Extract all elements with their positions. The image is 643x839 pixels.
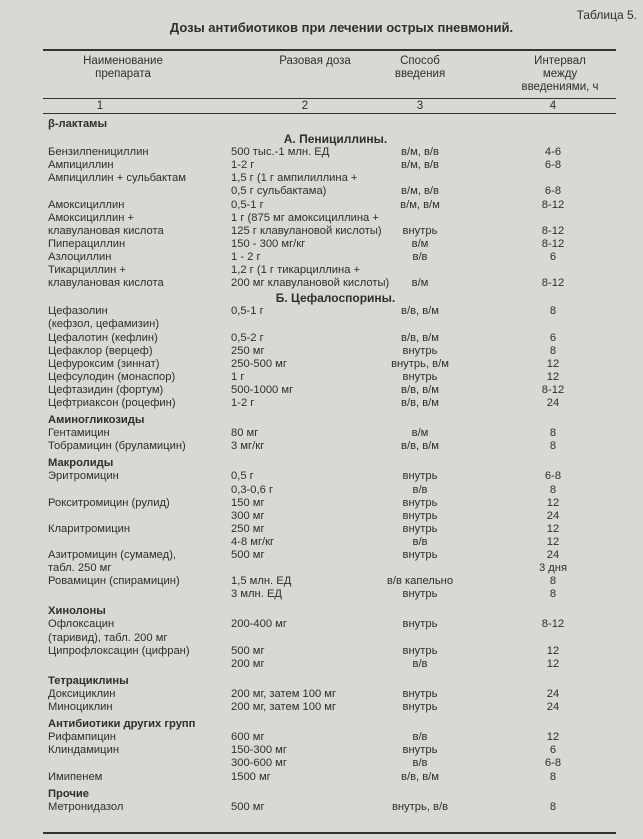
route-cell: внутрь [402,470,438,483]
drug-name-cell: Цефтазидин (фортум) [48,383,164,396]
drug-name-cell: Миноциклин [48,701,113,714]
route-cell: внутрь [402,744,438,757]
header-line: Интервал [534,55,586,67]
group-header [0,118,643,131]
table-row [0,238,643,251]
drug-name-cell: Амоксициллин + [48,211,135,224]
drug-name-cell: Офлоксацин [48,618,115,631]
drug-name-cell: Цефазолин [48,305,108,318]
table-row [0,358,643,371]
interval-cell: 8 [549,575,557,588]
table-row [0,484,643,497]
drug-name-cell: Гентамицин [48,427,110,440]
table-row [0,536,643,549]
header-rule [43,98,616,99]
column-number: 2 [301,100,309,112]
dose-cell: 1500 мг [231,770,271,783]
dose-cell: 125 г клавулановой кислоты) [231,224,382,237]
drug-name-cell: Эритромицин [48,470,119,483]
dose-cell: 250 мг [231,522,265,535]
table-row [0,801,643,814]
dose-cell: 3 мг/кг [231,440,265,453]
route-cell: внутрь [402,344,438,357]
drug-name-cell: Ципрофлоксацин (цифран) [48,644,190,657]
drug-name-cell: (таривид), табл. 200 мг [48,631,168,644]
table-row [0,588,643,601]
route-cell: в/в [412,535,428,548]
table-row [0,185,643,198]
route-cell: в/м, в/в [401,146,439,159]
top-rule [43,49,616,51]
drug-name-cell: Доксициклин [48,687,116,700]
interval-cell: 6-8 [544,159,562,172]
route-cell: внутрь [402,644,438,657]
header-line: Способ [400,55,440,67]
interval-cell: 6 [549,331,557,344]
header-dose [240,55,390,68]
route-cell: в/в [412,483,428,496]
route-cell: в/в [412,757,428,770]
dose-cell: 500 мг [231,644,265,657]
route-cell: в/в, в/м [401,440,439,453]
drug-name-cell: Клиндамицин [48,744,119,757]
interval-cell: 24 [546,701,560,714]
table-row [0,744,643,757]
table-row [0,318,643,331]
table-row [0,332,643,345]
group-header [0,414,643,427]
drug-name-cell: Ампициллин + сульбактам [48,172,186,185]
route-cell: в/в, в/м [401,770,439,783]
dose-cell: 4-8 мг/кг [231,535,275,548]
dose-cell: 200 мг, затем 100 мг [231,687,337,700]
dose-cell: 1-2 г [231,159,255,172]
dose-cell: 3 млн. ЕД [231,588,282,601]
table-row [0,575,643,588]
dose-cell: 1,5 г (1 г ампилиллина + [231,172,358,185]
drug-name-cell: (кефзол, цефамизин) [48,318,160,331]
interval-cell: 6 [549,744,557,757]
interval-cell: 8-12 [541,224,565,237]
drug-name-cell: Тобрамицин (бруламицин) [48,440,186,453]
interval-cell: 12 [546,644,560,657]
route-cell: в/м, в/м [400,198,440,211]
interval-cell: 24 [546,509,560,522]
table-row [0,371,643,384]
table-row [0,384,643,397]
dose-cell: 1,5 млн. ЕД [231,575,292,588]
dose-cell: 0,5 г [231,470,254,483]
dose-cell: 500 тыс.-1 млн. ЕД [231,146,330,159]
interval-cell: 6-8 [544,470,562,483]
dose-cell: 1,2 г (1 г тикарциллина + [231,264,361,277]
table-row [0,658,643,671]
group-title: А. Пенициллины. [283,132,388,147]
group-title: Хинолоны [48,605,106,618]
interval-cell: 6 [549,250,557,263]
table-row [0,225,643,238]
header-interval [510,55,610,94]
table-row [0,731,643,744]
table-row [0,264,643,277]
drug-name-cell: Амоксициллин [48,198,125,211]
dose-cell: 200 мг [231,657,265,670]
table-row [0,688,643,701]
interval-cell: 6-8 [544,757,562,770]
interval-cell: 3 дня [538,562,568,575]
table-row [0,345,643,358]
column-number: 1 [96,100,104,112]
header-line: Разовая доза [279,55,351,67]
route-cell: в/в, в/м [401,396,439,409]
drug-name-cell: табл. 250 мг [48,562,112,575]
route-cell: в/в, в/м [401,305,439,318]
interval-cell: 12 [546,370,560,383]
drug-name-cell: Рокситромицин (рулид) [48,496,170,509]
column-number: 3 [416,100,424,112]
interval-cell: 8 [549,800,557,813]
interval-cell: 24 [546,549,560,561]
route-cell: внутрь [402,224,438,237]
route-cell: внутрь [402,618,438,631]
interval-cell: 12 [546,496,560,509]
interval-cell: 8 [549,427,557,440]
drug-name-cell: Азитромицин (сумамед), [48,549,177,561]
group-header [0,788,643,801]
table-row [0,618,643,631]
route-cell: в/м [411,427,429,440]
interval-cell: 8-12 [541,618,565,631]
route-cell: в/м, в/в [401,185,439,198]
dose-cell: 0,3-0,6 г [231,483,274,496]
dose-cell: 300 мг [231,509,265,522]
dose-cell: 1 - 2 г [231,250,261,263]
drug-name-cell: Тикарциллин + [48,264,126,277]
dose-cell: 200 мг клавулановой кислоты) [231,277,390,290]
drug-name-cell: Цефсулодин (монаспор) [48,370,176,383]
route-cell: внутрь [402,588,438,601]
interval-cell: 8-12 [541,277,565,290]
table-row [0,549,643,562]
dose-cell: 80 мг [231,427,259,440]
header-line: препарата [95,68,151,80]
group-title: β-лактамы [48,118,108,130]
interval-cell: 8 [549,344,557,357]
subgroup-header [0,133,643,146]
route-cell: в/в капельно [386,575,454,588]
route-cell: внутрь [402,549,438,561]
group-title: Прочие [48,787,90,800]
route-cell: в/в, в/м [401,331,439,344]
drug-name-cell: Кларитромицин [48,522,131,535]
interval-cell: 8 [549,588,557,601]
drug-name-cell: клавулановая кислота [48,277,164,290]
header-line: введениями, ч [521,81,599,93]
dose-cell: 1 г (875 мг амоксициллина + [231,211,379,224]
table-row [0,771,643,784]
route-cell: внутрь [402,522,438,535]
dose-cell: 500-1000 мг [231,383,294,396]
route-cell: внутрь, в/м [391,357,449,370]
interval-cell: 24 [546,687,560,700]
subgroup-header [0,292,643,305]
table-row [0,562,643,575]
dose-cell: 0,5-2 г [231,331,264,344]
route-cell: внутрь [402,496,438,509]
interval-cell: 24 [546,396,560,409]
group-header [0,457,643,470]
route-cell: в/в, в/м [401,383,439,396]
group-header [0,675,643,688]
table-row [0,277,643,290]
table-row [0,470,643,483]
drug-name-cell: Рифампицин [48,731,116,744]
route-cell: в/в [412,731,428,744]
dose-cell: 150 мг [231,496,265,509]
group-header [0,718,643,731]
table-row [0,757,643,770]
route-cell: в/м [411,277,429,290]
dose-cell: 600 мг [231,731,265,744]
drug-name-cell: Цефтриаксон (роцефин) [48,396,176,409]
interval-cell: 8 [549,770,557,783]
route-cell: внутрь [402,687,438,700]
dose-cell: 0,5-1 г [231,198,264,211]
table-row [0,199,643,212]
table-row [0,397,643,410]
dose-cell: 150-300 мг [231,744,287,757]
drug-name-cell: Ровамицин (спирамицин) [48,575,180,588]
dose-cell: 0,5 г сульбактама) [231,185,327,198]
drug-name-cell: Цефуроксим (зиннат) [48,357,160,370]
header-drug-name [48,55,198,81]
interval-cell: 12 [546,657,560,670]
drug-name-cell: клавулановая кислота [48,224,164,237]
drug-name-cell: Бензилпенициллин [48,146,149,159]
route-cell: внутрь, в/в [391,800,449,813]
dose-cell: 300-600 мг [231,757,287,770]
column-number: 4 [549,100,557,112]
dose-cell: 0,5-1 г [231,305,264,318]
table-row [0,510,643,523]
drug-name-cell: Имипенем [48,770,103,783]
group-title: Тетрациклины [48,674,129,687]
group-title: Б. Цефалоспорины. [275,291,396,306]
dose-cell: 150 - 300 мг/кг [231,237,306,250]
interval-cell: 8 [549,305,557,318]
header-line: между [542,68,578,80]
route-cell: внутрь [402,509,438,522]
drug-name-cell: Цефаклор (верцеф) [48,344,153,357]
interval-cell: 4-6 [544,146,562,159]
interval-cell: 12 [546,357,560,370]
drug-name-cell: Ампициллин [48,159,114,172]
interval-cell: 8-12 [541,198,565,211]
table-row [0,523,643,536]
route-cell: в/м, в/в [401,159,439,172]
table-body [0,114,643,814]
table-row [0,172,643,185]
header-route [370,55,470,81]
interval-cell: 8 [549,440,557,453]
table-row [0,251,643,264]
table-row [0,632,643,645]
table-row [0,440,643,453]
dose-cell: 250-500 мг [231,357,287,370]
group-title: Антибиотики других групп [48,718,196,731]
group-title: Аминогликозиды [48,414,145,427]
interval-cell: 8 [549,483,557,496]
dose-cell: 500 мг [231,800,265,813]
table-row [0,305,643,318]
interval-cell: 8-12 [541,383,565,396]
header-line: Наименование [83,55,163,67]
table-row [0,497,643,510]
dose-cell: 250 мг [231,344,265,357]
table-label: Таблица 5. [576,8,637,22]
table-row [0,427,643,440]
drug-name-cell: Метронидазол [48,800,124,813]
interval-cell: 8-12 [541,237,565,250]
route-cell: внутрь [402,701,438,714]
bottom-rule [43,832,616,834]
drug-name-cell: Азлоциллин [48,250,112,263]
dose-cell: 1-2 г [231,396,255,409]
dose-cell: 200-400 мг [231,618,287,631]
table-row [0,159,643,172]
interval-cell: 12 [546,535,560,548]
table-title: Дозы антибиотиков при лечении острых пневмоний. [169,20,514,35]
table-row [0,146,643,159]
dose-cell: 200 мг, затем 100 мг [231,701,337,714]
table-row [0,212,643,225]
table-row [0,701,643,714]
group-header [0,605,643,618]
route-cell: в/в [412,657,428,670]
table-row [0,645,643,658]
interval-cell: 6-8 [544,185,562,198]
drug-name-cell: Цефалотин (кефлин) [48,331,158,344]
dose-cell: 1 г [231,370,245,383]
interval-cell: 12 [546,731,560,744]
header-line: введения [394,68,446,80]
drug-name-cell: Пиперациллин [48,237,126,250]
route-cell: внутрь [402,370,438,383]
dose-cell: 500 мг [231,549,265,561]
interval-cell: 12 [546,522,560,535]
route-cell: в/м [411,237,429,250]
route-cell: в/в [412,250,428,263]
group-title: Макролиды [48,457,114,470]
